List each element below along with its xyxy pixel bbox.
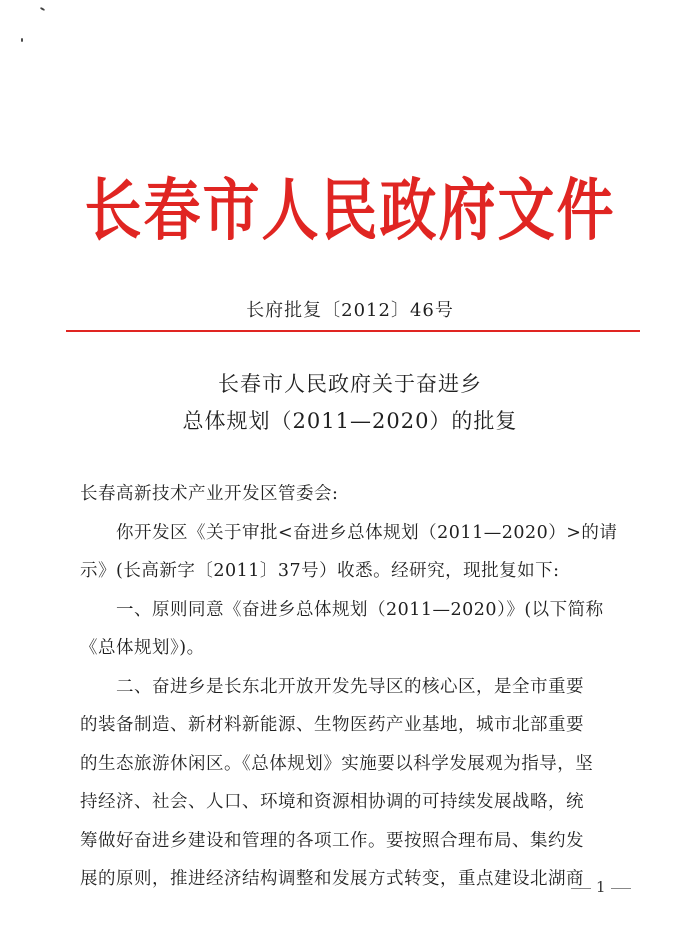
page-number-footer [566, 878, 636, 896]
page-number-dash [611, 888, 631, 889]
body-line: 持经济、社会、人口、环境和资源相协调的可持续发展战略，统 [80, 792, 584, 812]
body-line: 的生态旅游休闲区。《总体规划》实施要以科学发展观为指导，坚 [80, 753, 594, 774]
body-line: 《总体规划》)。 [80, 638, 205, 658]
body-line: 展的原则，推进经济结构调整和发展方式转变，重点建设北湖商 [80, 869, 584, 889]
body-line: 的装备制造、新材料新能源、生物医药产业基地，城市北部重要 [80, 715, 584, 735]
document-title-line-2: 总体规划（2011—2020）的批复 [182, 409, 518, 433]
scan-speck [21, 38, 23, 42]
scan-speck [40, 7, 45, 11]
body-line: 筹做好奋进乡建设和管理的各项工作。要按照合理布局、集约发 [80, 830, 584, 851]
page-number: 1 [596, 878, 606, 896]
document-title-line-1: 长春市人民政府关于奋进乡 [218, 372, 482, 396]
addressee: 长春高新技术产业开发区管委会: [80, 484, 339, 504]
page-number-dash [571, 888, 591, 889]
document-masthead: 长春市人民政府文件 [84, 172, 616, 251]
document-body [80, 482, 640, 906]
document-number: 长府批复〔2012〕46号 [246, 300, 454, 321]
body-line: 你开发区《关于审批<奋进乡总体规划（2011—2020）>的请 [116, 522, 618, 543]
body-line: 一、原则同意《奋进乡总体规划（2011—2020）》(以下简称 [116, 599, 604, 620]
red-divider-line [66, 330, 640, 332]
body-line: 示》(长高新字〔2011〕37号）收悉。经研究，现批复如下: [80, 561, 560, 581]
body-line: 二、奋进乡是长东北开放开发先导区的核心区，是全市重要 [116, 676, 584, 697]
